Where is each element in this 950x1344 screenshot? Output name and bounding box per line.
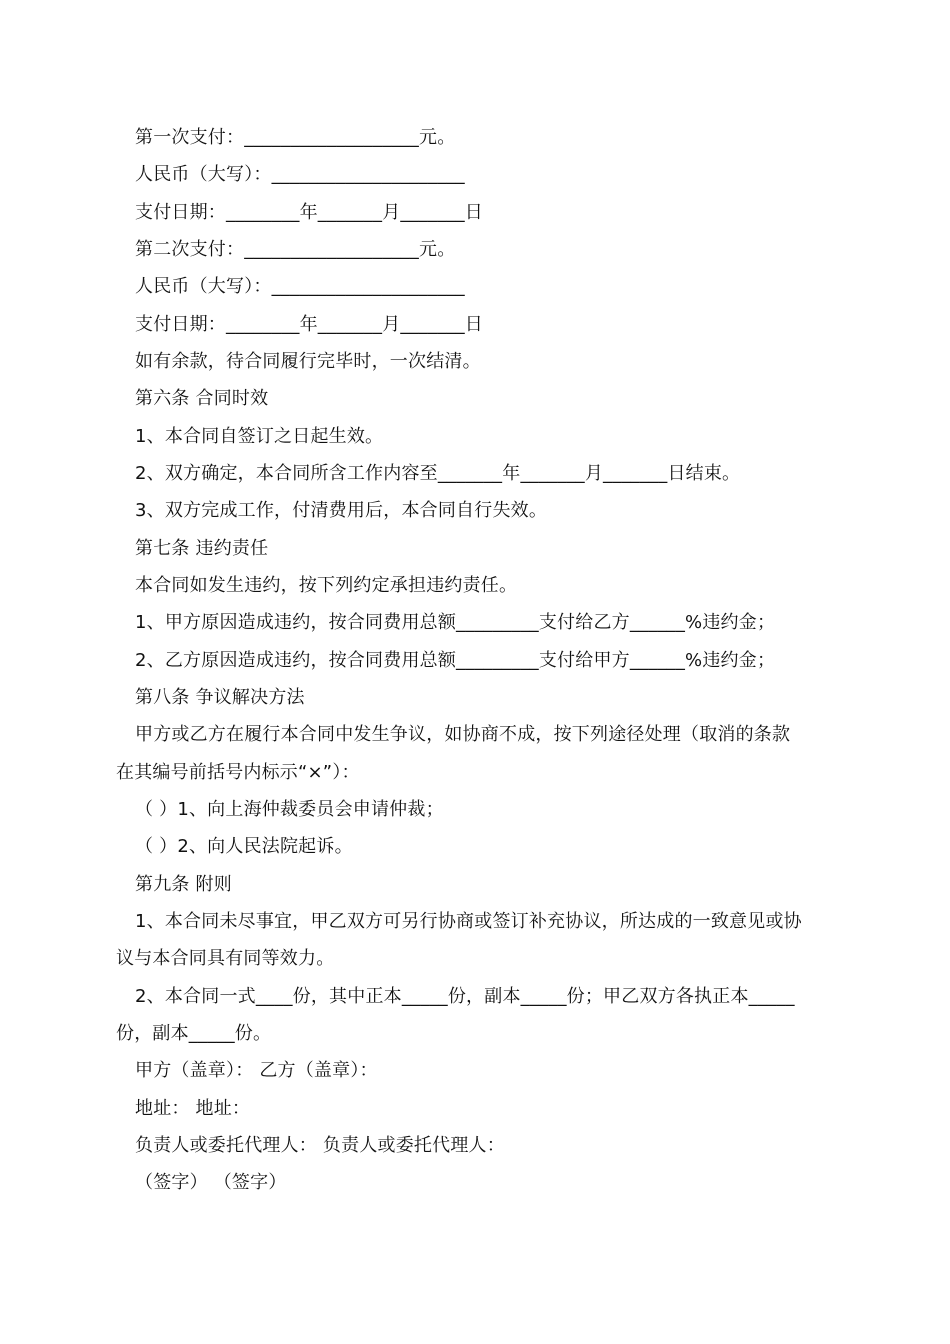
balance-line: 如有余款，待合同履行完毕时，一次结清。 [135,351,481,372]
first-payment-date-line: 支付日期：________年_______月_______日 [135,202,483,223]
article-eight-paragraph-line-1: 甲方或乙方在履行本合同中发生争议，如协商不成，按下列途径处理（取消的条款 [135,724,791,745]
first-payment-rmb-line: 人民币（大写）：_____________________ [135,164,465,185]
article-nine-heading: 第九条 附则 [135,874,232,895]
article-eight-paragraph-line-2: 在其编号前括号内标示“×”）： [116,762,360,783]
article-nine-item-2-line-1: 2、本合同一式____份，其中正本_____份，副本_____份；甲乙双方各执正本_____ [135,986,795,1007]
article-seven-intro: 本合同如发生违约，按下列约定承担违约责任。 [135,575,518,596]
article-six-item-1: 1、本合同自签订之日起生效。 [135,426,384,447]
article-seven-item-1: 1、甲方原因造成违约，按合同费用总额_________支付给乙方______%违约金； [135,612,776,633]
second-payment-date-line: 支付日期：________年_______月_______日 [135,314,483,335]
article-nine-item-2-line-2: 份，副本_____份。 [116,1023,272,1044]
article-eight-option-1: （ ）1、向上海仲裁委员会申请仲裁； [135,799,444,820]
article-six-item-3: 3、双方完成工作，付清费用后，本合同自行失效。 [135,500,548,521]
article-nine-item-1-line-2: 议与本合同具有同等效力。 [116,948,335,969]
address-line: 地址： 地址： [135,1098,251,1119]
second-payment-line: 第二次支付：___________________元。 [135,239,456,260]
article-seven-item-2: 2、乙方原因造成违约，按合同费用总额_________支付给甲方______%违约金； [135,650,776,671]
article-eight-option-2: （ ）2、向人民法院起诉。 [135,836,353,857]
article-six-item-2: 2、双方确定，本合同所含工作内容至_______年_______月_______日结束。 [135,463,741,484]
first-payment-line: 第一次支付：___________________元。 [135,127,456,148]
article-nine-item-1-line-1: 1、本合同未尽事宜，甲乙双方可另行协商或签订补充协议，所达成的一致意见或协 [135,911,802,932]
representative-line: 负责人或委托代理人： 负责人或委托代理人： [135,1135,505,1156]
signature-line: （签字） （签字） [135,1172,287,1193]
second-payment-rmb-line: 人民币（大写）：_____________________ [135,276,465,297]
party-seal-line: 甲方（盖章）： 乙方（盖章）： [135,1060,378,1081]
article-six-heading: 第六条 合同时效 [135,388,269,409]
article-eight-heading: 第八条 争议解决方法 [135,687,305,708]
article-seven-heading: 第七条 违约责任 [135,538,269,559]
